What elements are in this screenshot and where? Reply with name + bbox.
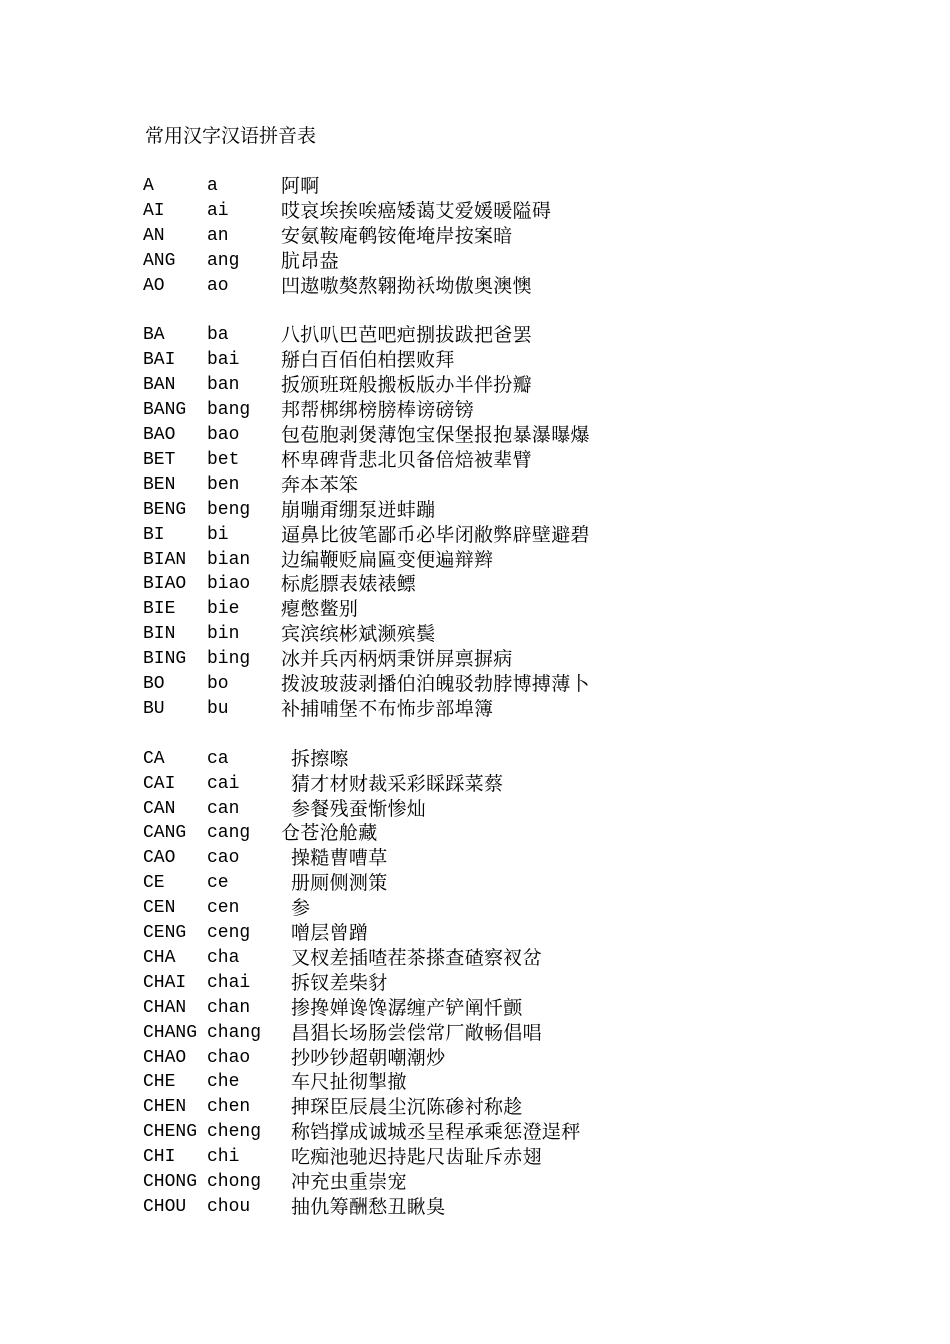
pinyin-upper: BAI bbox=[143, 350, 176, 371]
pinyin-lower: bi bbox=[207, 524, 229, 545]
hanzi-list: 瘪憋鳖别 bbox=[281, 598, 359, 621]
pinyin-upper: AO bbox=[143, 275, 165, 296]
hanzi-list: 参 bbox=[291, 897, 311, 920]
pinyin-lower: bie bbox=[207, 599, 240, 620]
hanzi-list: 车尺扯彻掣撤 bbox=[291, 1071, 407, 1094]
hanzi-list: 参餐残蚕惭惨灿 bbox=[291, 797, 427, 820]
pinyin-lower: cheng bbox=[207, 1122, 262, 1143]
pinyin-lower: che bbox=[207, 1072, 240, 1093]
hanzi-list: 拨波玻菠剥播伯泊魄驳勃脖博搏薄卜 bbox=[281, 673, 590, 695]
hanzi-list: 边编鞭贬扁匾变便遍辩辫 bbox=[281, 548, 494, 571]
pinyin-upper: CANG bbox=[143, 823, 187, 844]
pinyin-lower: ban bbox=[207, 375, 240, 396]
hanzi-list: 杯卑碑背悲北贝备倍焙被辈臂 bbox=[281, 448, 532, 471]
pinyin-upper: BA bbox=[143, 325, 165, 346]
pinyin-lower: biao bbox=[207, 574, 251, 595]
pinyin-lower: ai bbox=[207, 200, 229, 221]
pinyin-upper: CENG bbox=[143, 923, 187, 943]
hanzi-list: 崩嘣甭绷泵迸蚌蹦 bbox=[281, 498, 436, 521]
pinyin-lower: cha bbox=[207, 947, 240, 968]
pinyin-lower: chi bbox=[207, 1147, 240, 1168]
pinyin-upper: AI bbox=[143, 200, 165, 221]
pinyin-upper: CHANG bbox=[143, 1022, 198, 1043]
hanzi-list: 掰白百佰伯柏摆败拜 bbox=[281, 349, 455, 372]
pinyin-lower: chen bbox=[207, 1097, 251, 1118]
pinyin-upper: CHAO bbox=[143, 1047, 187, 1068]
pinyin-upper: BIAN bbox=[143, 549, 187, 570]
hanzi-list: 逼鼻比彼笔鄙币必毕闭敝弊辟壁避碧 bbox=[281, 523, 590, 546]
hanzi-list: 安氨鞍庵鹌铵俺埯岸按案暗 bbox=[281, 224, 513, 247]
pinyin-upper: BAO bbox=[143, 425, 176, 445]
pinyin-lower: ca bbox=[207, 748, 229, 769]
hanzi-list: 宾滨缤彬斌濒殡鬓 bbox=[281, 623, 436, 646]
hanzi-list: 冲充虫重崇宠 bbox=[291, 1171, 407, 1193]
hanzi-list: 吃痴池驰迟持匙尺齿耻斥赤翅 bbox=[291, 1146, 542, 1169]
hanzi-list: 昌猖长场肠尝偿常厂敞畅倡唱 bbox=[291, 1021, 542, 1044]
pinyin-upper: CHAI bbox=[143, 972, 187, 993]
pinyin-lower: can bbox=[207, 798, 240, 819]
pinyin-upper: CE bbox=[143, 873, 165, 894]
hanzi-list: 抄吵钞超朝嘲潮炒 bbox=[291, 1046, 446, 1069]
pinyin-upper: CHE bbox=[143, 1072, 176, 1093]
hanzi-list: 拆钗差柴豺 bbox=[291, 971, 388, 994]
pinyin-upper: CAO bbox=[143, 848, 176, 869]
pinyin-upper: BI bbox=[143, 524, 165, 545]
pinyin-upper: BIE bbox=[143, 599, 176, 620]
hanzi-list: 掺搀婵谗馋潺缠产铲阐忏颤 bbox=[291, 996, 523, 1019]
pinyin-lower: ce bbox=[207, 873, 229, 894]
pinyin-lower: chong bbox=[207, 1172, 262, 1192]
pinyin-upper: A bbox=[143, 176, 154, 196]
pinyin-upper: CHAN bbox=[143, 997, 187, 1018]
hanzi-list: 抻琛臣辰晨尘沉陈碜衬称趁 bbox=[291, 1096, 523, 1119]
hanzi-list: 拆擦嚓 bbox=[291, 747, 349, 770]
pinyin-upper: CHOU bbox=[143, 1196, 187, 1217]
pinyin-lower: chao bbox=[207, 1047, 251, 1068]
pinyin-upper: BANG bbox=[143, 400, 187, 421]
pinyin-upper: CHA bbox=[143, 947, 176, 968]
pinyin-lower: a bbox=[207, 176, 218, 196]
pinyin-upper: CAN bbox=[143, 798, 176, 819]
pinyin-lower: cao bbox=[207, 848, 240, 869]
pinyin-upper: BAN bbox=[143, 375, 176, 396]
pinyin-upper: CHI bbox=[143, 1147, 176, 1168]
pinyin-upper: AN bbox=[143, 225, 165, 246]
pinyin-upper: CHONG bbox=[143, 1172, 198, 1192]
pinyin-upper: BIAO bbox=[143, 574, 187, 595]
hanzi-list: 噌层曾蹭 bbox=[291, 922, 369, 944]
pinyin-lower: beng bbox=[207, 499, 251, 520]
hanzi-list: 标彪膘表婊裱鳔 bbox=[281, 573, 417, 596]
pinyin-lower: bao bbox=[207, 425, 240, 445]
pinyin-lower: chang bbox=[207, 1022, 262, 1043]
pinyin-lower: ba bbox=[207, 325, 229, 346]
pinyin-upper: BIN bbox=[143, 624, 176, 645]
hanzi-list: 补捕哺堡不布怖步部埠簿 bbox=[281, 697, 494, 720]
hanzi-list: 包苞胞剥煲薄饱宝保堡报抱暴瀑曝爆 bbox=[281, 424, 590, 446]
hanzi-list: 操糙曹嘈草 bbox=[291, 847, 388, 870]
pinyin-lower: ao bbox=[207, 275, 229, 296]
pinyin-upper: CEN bbox=[143, 898, 176, 919]
pinyin-upper: CA bbox=[143, 748, 165, 769]
pinyin-upper: BEN bbox=[143, 474, 176, 495]
pinyin-lower: cang bbox=[207, 823, 251, 844]
pinyin-lower: cai bbox=[207, 773, 240, 794]
hanzi-list: 抽仇筹酬愁丑瞅臭 bbox=[291, 1195, 446, 1218]
hanzi-list: 哎哀埃挨唉癌矮蔼艾爱媛暖隘碍 bbox=[281, 199, 552, 222]
hanzi-list: 叉杈差插喳茬茶搽查碴察衩岔 bbox=[291, 946, 542, 969]
hanzi-list: 阿啊 bbox=[281, 175, 320, 197]
hanzi-list: 称铛撑成诚城丞呈程承乘惩澄逞秤 bbox=[291, 1121, 581, 1144]
pinyin-lower: bing bbox=[207, 649, 251, 670]
hanzi-list: 邦帮梆绑榜膀棒谤磅镑 bbox=[281, 399, 475, 422]
pinyin-lower: bai bbox=[207, 350, 240, 371]
pinyin-lower: an bbox=[207, 225, 229, 246]
pinyin-lower: bang bbox=[207, 400, 251, 421]
hanzi-list: 凹遨嗷獒熬翱拗袄坳傲奥澳懊 bbox=[281, 274, 532, 297]
pinyin-lower: bin bbox=[207, 624, 240, 645]
pinyin-lower: bian bbox=[207, 549, 251, 570]
pinyin-upper: CHEN bbox=[143, 1097, 187, 1118]
pinyin-upper: BENG bbox=[143, 499, 187, 520]
pinyin-lower: bo bbox=[207, 674, 229, 694]
pinyin-lower: chan bbox=[207, 997, 251, 1018]
pinyin-lower: chai bbox=[207, 972, 251, 993]
pinyin-lower: ben bbox=[207, 474, 240, 495]
pinyin-upper: ANG bbox=[143, 250, 176, 271]
hanzi-list: 猜才材财裁采彩睬踩菜蔡 bbox=[291, 772, 504, 795]
pinyin-upper: CHENG bbox=[143, 1122, 198, 1143]
pinyin-upper: BU bbox=[143, 698, 165, 719]
pinyin-lower: cen bbox=[207, 898, 240, 919]
pinyin-lower: ceng bbox=[207, 923, 251, 943]
hanzi-list: 奔本苯笨 bbox=[281, 473, 359, 496]
hanzi-list: 肮昂盎 bbox=[281, 249, 339, 272]
pinyin-upper: BET bbox=[143, 449, 176, 470]
page-title: 常用汉字汉语拼音表 bbox=[145, 125, 317, 147]
pinyin-upper: BO bbox=[143, 674, 165, 694]
pinyin-lower: chou bbox=[207, 1196, 251, 1217]
hanzi-list: 册厕侧测策 bbox=[291, 872, 388, 895]
pinyin-lower: ang bbox=[207, 250, 240, 271]
pinyin-upper: CAI bbox=[143, 773, 176, 794]
hanzi-list: 仓苍沧舱藏 bbox=[281, 822, 378, 845]
pinyin-lower: bet bbox=[207, 449, 240, 470]
pinyin-lower: bu bbox=[207, 698, 229, 719]
hanzi-list: 八扒叭巴芭吧疤捌拔跋把爸罢 bbox=[281, 324, 532, 347]
pinyin-upper: BING bbox=[143, 649, 187, 670]
hanzi-list: 扳颁班斑般搬板版办半伴扮瓣 bbox=[281, 374, 532, 397]
hanzi-list: 冰并兵丙柄炳秉饼屏禀摒病 bbox=[281, 648, 513, 671]
